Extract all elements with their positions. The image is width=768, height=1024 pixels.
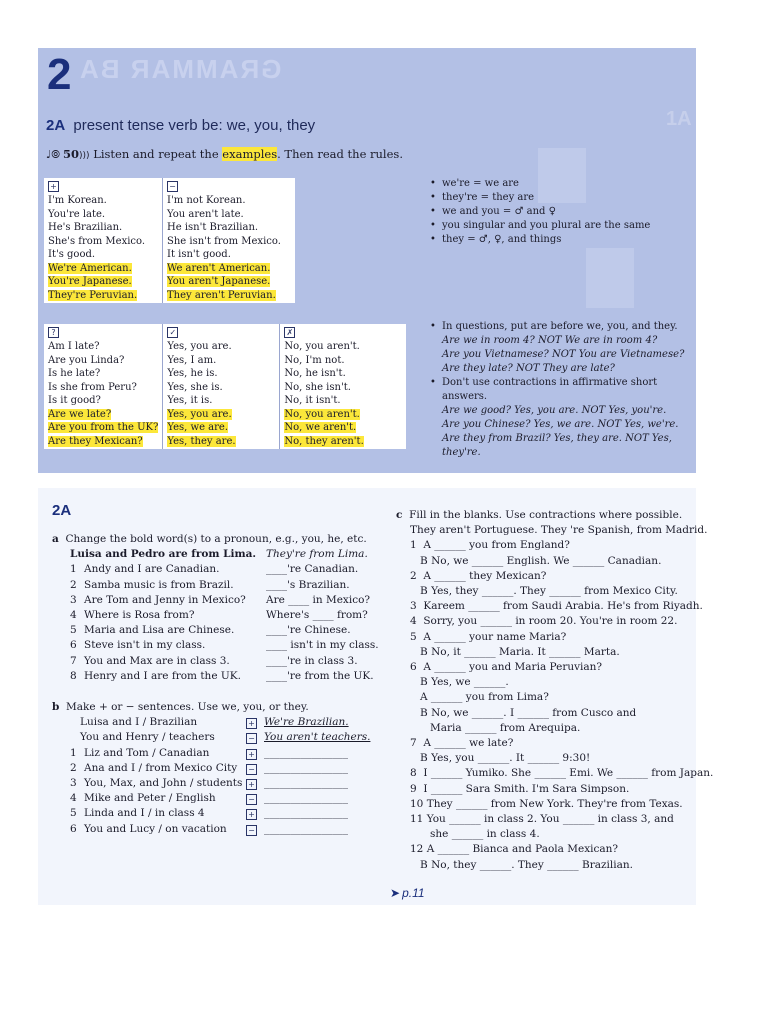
example-line-highlight: You aren't Japanese. bbox=[167, 276, 271, 287]
check-symbol-icon: ✓ bbox=[167, 327, 178, 338]
affirmative-column bbox=[44, 178, 163, 303]
rule-example: Are we in room 4? NOT We are in room 4? bbox=[442, 335, 658, 346]
item-answer-blank[interactable]: ____'re from the UK. bbox=[266, 669, 374, 682]
speaker-icon: ))) bbox=[79, 151, 90, 161]
instruction-highlight: examples bbox=[222, 147, 278, 161]
rule-example: Are we good? Yes, you are. NOT Yes, you're. bbox=[442, 405, 667, 416]
instruction-text: Make + or − sentences. Use we, you, or they. bbox=[66, 701, 309, 713]
exercise-c-line[interactable]: 4 Sorry, you ______ in room 20. You're in room 22. bbox=[410, 615, 678, 628]
example-line: Yes, he is. bbox=[167, 368, 218, 379]
example-line-highlight: You're Japanese. bbox=[48, 276, 132, 287]
item-number: 3 bbox=[70, 593, 77, 606]
item-number: 1 bbox=[70, 746, 77, 759]
item-sentence: Samba music is from Brazil. bbox=[84, 578, 234, 591]
exercise-c-line[interactable]: 8 I ______ Yumiko. She ______ Emi. We ______ from Japan. bbox=[410, 767, 714, 780]
example-line: No, it isn't. bbox=[284, 395, 341, 406]
example-line: No, she isn't. bbox=[284, 381, 351, 393]
exercise-a-items bbox=[52, 562, 392, 684]
item-answer-blank[interactable]: Where's ____ from? bbox=[266, 609, 368, 622]
exercise-c bbox=[396, 508, 714, 873]
exercise-b-item bbox=[52, 746, 392, 761]
unit-number: 2 bbox=[47, 50, 72, 99]
example-line-highlight: Yes, they are. bbox=[167, 435, 236, 447]
rule-item: • we and you = ♂ and ♀ bbox=[430, 205, 690, 219]
example-answer: We're Brazilian. bbox=[264, 716, 349, 729]
example-line: Am I late? bbox=[48, 341, 100, 352]
exercise-a-item bbox=[52, 593, 392, 608]
plus-symbol-icon: + bbox=[48, 181, 59, 192]
item-prompt: Ana and I / from Mexico City bbox=[84, 761, 238, 774]
example-line: Is it good? bbox=[48, 395, 101, 406]
exercise-c-items bbox=[396, 523, 714, 873]
exercise-b-item bbox=[52, 776, 392, 791]
rules-list-2 bbox=[430, 320, 692, 460]
exercise-c-line[interactable]: 1 A ______ you from England? bbox=[410, 539, 570, 552]
exercise-a-example bbox=[52, 547, 392, 562]
exercise-c-line[interactable]: B Yes, they ______. They ______ from Mexico City. bbox=[410, 585, 678, 598]
no-answer-column bbox=[280, 324, 407, 449]
exercise-c-line[interactable]: 9 I ______ Sara Smith. I'm Sara Simpson. bbox=[410, 782, 630, 795]
sign-box-icon: − bbox=[246, 825, 257, 836]
rule-example: Are they from Brazil? Yes, they are. NOT Yes, bbox=[442, 433, 672, 444]
rule-item-continued: answers. bbox=[442, 391, 488, 402]
sign-box-icon: + bbox=[246, 718, 257, 729]
item-number: 2 bbox=[70, 578, 77, 591]
example-line: Yes, you are. bbox=[167, 341, 232, 352]
exercise-c-line[interactable]: Maria ______ from Arequipa. bbox=[410, 721, 581, 734]
exercise-a-item bbox=[52, 562, 392, 577]
item-prompt: You, Max, and John / students bbox=[84, 777, 243, 790]
example-line-highlight: Yes, you are. bbox=[167, 408, 232, 420]
exercise-c-line[interactable]: 2 A ______ they Mexican? bbox=[410, 569, 547, 582]
rule-item: • In questions, put are before we, you, and they. bbox=[430, 320, 692, 334]
ghost-letter: 1A bbox=[666, 108, 692, 130]
exercise-panel bbox=[38, 488, 714, 905]
yes-answer-column bbox=[163, 324, 280, 449]
item-prompt: Linda and I / in class 4 bbox=[84, 807, 205, 820]
example-line-highlight: We're American. bbox=[48, 262, 132, 274]
exercise-b-example bbox=[52, 730, 392, 745]
exercise-c-line[interactable]: B No, it ______ Maria. It ______ Marta. bbox=[410, 645, 620, 658]
example-line: Yes, I am. bbox=[167, 354, 217, 366]
exercise-letter: a bbox=[52, 533, 59, 545]
instruction-post: . Then read the rules. bbox=[277, 147, 403, 161]
section-code: 2A bbox=[46, 117, 66, 134]
item-number: 4 bbox=[70, 609, 77, 622]
example-line: She's from Mexico. bbox=[48, 235, 146, 247]
audio-track-number: 50 bbox=[63, 147, 80, 161]
exercise-a-item bbox=[52, 638, 392, 653]
example-answer: You aren't teachers. bbox=[264, 731, 371, 744]
example-line-highlight: No, they aren't. bbox=[284, 435, 364, 447]
rule-item: • we're = we are bbox=[430, 177, 690, 191]
rule-item: • you singular and you plural are the same bbox=[430, 219, 690, 233]
item-sentence: Steve isn't in my class. bbox=[84, 639, 206, 652]
exercise-b-item bbox=[52, 822, 392, 837]
item-sentence: Where is Rosa from? bbox=[84, 609, 195, 622]
exercise-b-item bbox=[52, 761, 392, 776]
answer-blank[interactable]: ________________ bbox=[264, 777, 348, 790]
rule-example: they're. bbox=[442, 447, 481, 458]
section-title-text: present tense verb be: we, you, they bbox=[73, 117, 316, 134]
exercise-c-line[interactable]: B No, they ______. They ______ Brazilian. bbox=[410, 858, 633, 871]
example-line: It isn't good. bbox=[167, 249, 231, 260]
answer-blank[interactable]: ________________ bbox=[264, 761, 348, 774]
section-title bbox=[46, 117, 315, 134]
item-number: 2 bbox=[70, 761, 77, 774]
item-answer-blank[interactable]: ____'re Chinese. bbox=[266, 624, 351, 637]
example-line: She isn't from Mexico. bbox=[167, 235, 281, 247]
item-sentence: You and Max are in class 3. bbox=[84, 654, 230, 667]
item-number: 3 bbox=[70, 777, 77, 790]
page-reference-text: p.11 bbox=[402, 886, 425, 900]
question-column bbox=[44, 324, 163, 449]
item-prompt: Luisa and I / Brazilian bbox=[80, 716, 198, 729]
item-sentence: Henry and I are from the UK. bbox=[84, 669, 241, 682]
rule-item: • they = ♂, ♀, and things bbox=[430, 233, 690, 247]
exercise-c-instruction bbox=[396, 508, 694, 523]
example-line: I'm not Korean. bbox=[167, 195, 246, 206]
example-line: Are you Linda? bbox=[48, 354, 125, 366]
item-prompt: Mike and Peter / English bbox=[84, 792, 216, 805]
exercise-b-items bbox=[52, 715, 392, 837]
example-line: You're late. bbox=[48, 208, 106, 220]
question-answer-table bbox=[44, 324, 406, 449]
item-answer-blank[interactable]: ____'re in class 3. bbox=[266, 654, 358, 667]
example-line-highlight: No, you aren't. bbox=[284, 408, 360, 420]
negative-column bbox=[163, 178, 296, 303]
exercise-a-instruction bbox=[52, 532, 392, 547]
example-line-highlight: They aren't Peruvian. bbox=[167, 289, 276, 301]
exercise-a bbox=[52, 532, 392, 684]
item-sentence: Andy and I are Canadian. bbox=[84, 563, 220, 576]
example-answer: They're from Lima. bbox=[266, 548, 368, 561]
exercise-c-line[interactable]: 12 A ______ Bianca and Paola Mexican? bbox=[410, 843, 619, 856]
item-number: 7 bbox=[70, 654, 77, 667]
exercise-letter: c bbox=[396, 509, 403, 521]
item-sentence: Are Tom and Jenny in Mexico? bbox=[84, 593, 246, 606]
example-line: No, I'm not. bbox=[284, 354, 345, 366]
exercise-b bbox=[52, 700, 392, 837]
grammar-panel bbox=[38, 48, 696, 473]
example-line: You aren't late. bbox=[167, 208, 244, 220]
item-number: 1 bbox=[70, 563, 77, 576]
question-symbol-icon: ? bbox=[48, 327, 59, 338]
example-line-highlight: Are they Mexican? bbox=[48, 435, 143, 447]
item-sentence: Maria and Lisa are Chinese. bbox=[84, 624, 235, 637]
item-answer-blank[interactable]: ____'re Canadian. bbox=[266, 563, 359, 576]
item-number: 5 bbox=[70, 807, 77, 820]
exercise-c-line[interactable]: 3 Kareem ______ from Saudi Arabia. He's from Riyadh. bbox=[410, 600, 703, 613]
instruction-text: Fill in the blanks. Use contractions where possible. bbox=[409, 509, 683, 521]
exercise-c-line[interactable]: 10 They ______ from New York. They're from Texas. bbox=[410, 797, 683, 810]
answer-blank[interactable]: ________________ bbox=[264, 792, 348, 805]
example-line-highlight: Yes, we are. bbox=[167, 422, 229, 433]
item-answer-blank[interactable]: ____ isn't in my class. bbox=[266, 639, 379, 652]
exercise-letter: b bbox=[52, 701, 60, 713]
item-prompt: You and Henry / teachers bbox=[80, 731, 215, 744]
example-line: Is she from Peru? bbox=[48, 381, 137, 393]
example-line: No, you aren't. bbox=[284, 341, 360, 352]
example-line: He isn't Brazilian. bbox=[167, 222, 259, 233]
exercise-c-line[interactable]: B Yes, we ______. bbox=[410, 676, 509, 689]
answer-blank[interactable]: ________________ bbox=[264, 807, 348, 820]
exercise-a-item bbox=[52, 578, 392, 593]
cross-symbol-icon: ✗ bbox=[284, 327, 295, 338]
ghost-photo bbox=[586, 248, 634, 308]
listen-icon[interactable]: ♩⦾ bbox=[46, 148, 60, 161]
exercise-a-item bbox=[52, 608, 392, 623]
exercise-b-item bbox=[52, 791, 392, 806]
sign-box-icon: + bbox=[246, 779, 257, 790]
instruction-pre: Listen and repeat the bbox=[93, 147, 223, 161]
exercise-c-line[interactable]: B No, we ______ English. We ______ Canadian. bbox=[410, 554, 662, 567]
exercise-b-instruction bbox=[52, 700, 392, 715]
exercise-b-example bbox=[52, 715, 392, 730]
example-line: It's good. bbox=[48, 249, 96, 260]
rules-list-1 bbox=[430, 177, 690, 247]
answer-blank[interactable]: ________________ bbox=[264, 822, 348, 835]
rule-example: Are you Chinese? Yes, we are. NOT Yes, we're. bbox=[442, 419, 679, 430]
exercise-a-item bbox=[52, 654, 392, 669]
example-line: Yes, it is. bbox=[167, 395, 213, 406]
example-line: Is he late? bbox=[48, 368, 101, 379]
item-answer-blank[interactable]: ____'s Brazilian. bbox=[266, 578, 350, 591]
arrow-left-icon: ➤ bbox=[390, 886, 401, 900]
exercise-c-line[interactable]: she ______ in class 4. bbox=[410, 828, 540, 841]
example-line-highlight: No, we aren't. bbox=[284, 422, 357, 433]
example-sentence: Luisa and Pedro are from Lima. bbox=[70, 548, 257, 561]
item-number: 4 bbox=[70, 792, 77, 805]
sign-box-icon: + bbox=[246, 809, 257, 820]
item-prompt: You and Lucy / on vacation bbox=[84, 822, 227, 835]
minus-symbol-icon: − bbox=[167, 181, 178, 192]
instruction-text: Change the bold word(s) to a pronoun, e.g., you, he, etc. bbox=[65, 533, 367, 545]
exercise-c-line[interactable]: 6 A ______ you and Maria Peruvian? bbox=[410, 661, 603, 674]
answer-blank[interactable]: ________________ bbox=[264, 746, 348, 759]
exercise-c-line[interactable]: 5 A ______ your name Maria? bbox=[410, 630, 567, 643]
rule-item: • they're = they are bbox=[430, 191, 690, 205]
item-number: 6 bbox=[70, 822, 77, 835]
example-line: He's Brazilian. bbox=[48, 222, 123, 233]
sign-box-icon: − bbox=[246, 794, 257, 805]
exercise-a-item bbox=[52, 669, 392, 684]
rule-example: Are they late? NOT They are late? bbox=[442, 363, 615, 374]
exercise-c-line[interactable]: 11 You ______ in class 2. You ______ in class 3, and bbox=[410, 813, 674, 826]
item-prompt: Liz and Tom / Canadian bbox=[84, 746, 210, 759]
exercise-heading: 2A bbox=[52, 502, 72, 519]
sign-box-icon: + bbox=[246, 749, 257, 760]
example-line-highlight: Are we late? bbox=[48, 408, 112, 420]
exercise-c-line[interactable]: 7 A ______ we late? bbox=[410, 737, 514, 750]
item-number: 5 bbox=[70, 624, 77, 637]
example-line: Yes, she is. bbox=[167, 381, 223, 393]
page-reference[interactable] bbox=[390, 886, 425, 900]
item-number: 6 bbox=[70, 639, 77, 652]
example-line: No, he isn't. bbox=[284, 368, 346, 379]
example-line-highlight: We aren't American. bbox=[167, 262, 271, 274]
example-line-highlight: Are you from the UK? bbox=[48, 422, 159, 433]
affirmative-negative-table bbox=[44, 178, 295, 303]
example-line-highlight: They're Peruvian. bbox=[48, 289, 138, 301]
item-answer-blank[interactable]: Are ____ in Mexico? bbox=[266, 593, 371, 606]
sign-box-icon: − bbox=[246, 764, 257, 775]
exercise-c-line[interactable]: B Yes, you ______. It ______ 9:30! bbox=[410, 752, 591, 765]
ghost-heading: GRAMMAR BA bbox=[78, 54, 282, 84]
exercise-c-line[interactable]: A ______ you from Lima? bbox=[410, 691, 549, 704]
exercise-c-example: They aren't Portuguese. They 're Spanish, from Madrid. bbox=[410, 524, 708, 537]
exercise-a-item bbox=[52, 623, 392, 638]
sign-box-icon: − bbox=[246, 733, 257, 744]
exercise-c-line[interactable]: B No, we ______. I ______ from Cusco and bbox=[410, 706, 637, 719]
rule-example: Are you Vietnamese? NOT You are Vietnamese? bbox=[442, 349, 685, 360]
rule-item: • Don't use contractions in affirmative short bbox=[430, 376, 692, 390]
example-line: I'm Korean. bbox=[48, 195, 107, 206]
item-number: 8 bbox=[70, 669, 77, 682]
exercise-b-item bbox=[52, 806, 392, 821]
listen-instruction bbox=[46, 147, 403, 162]
